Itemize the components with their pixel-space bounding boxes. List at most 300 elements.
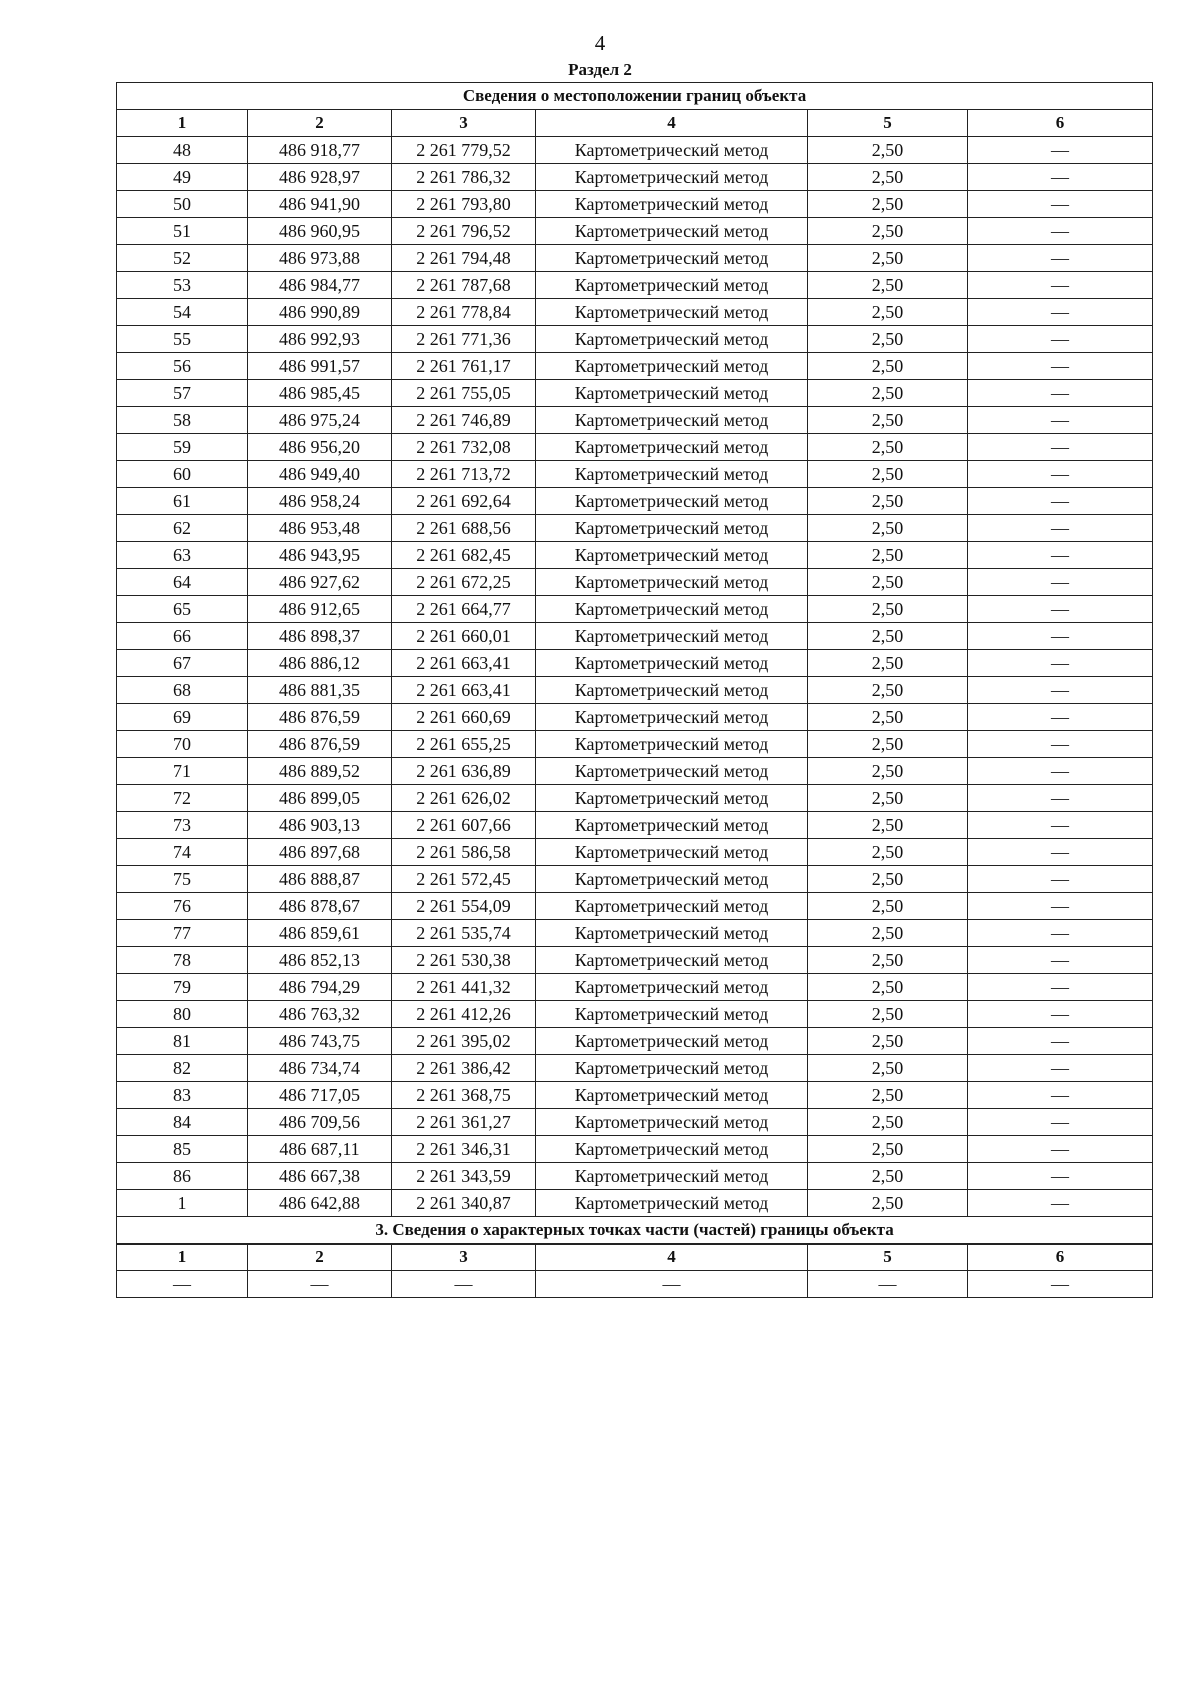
table-row (117, 299, 1153, 326)
table-cell: — (392, 1271, 536, 1298)
table-cell: 486 990,89 (248, 299, 392, 326)
table-cell: — (968, 407, 1153, 434)
table-cell: 2,50 (808, 488, 968, 515)
table-cell: 486 717,05 (248, 1082, 392, 1109)
table-cell: Картометрический метод (536, 785, 808, 812)
table-cell: 2,50 (808, 353, 968, 380)
table-cell: — (968, 191, 1153, 218)
table-cell: — (968, 1163, 1153, 1190)
table-cell: 2,50 (808, 1163, 968, 1190)
table-row (117, 677, 1153, 704)
table-row (117, 785, 1153, 812)
table-row (117, 164, 1153, 191)
table-cell: Картометрический метод (536, 893, 808, 920)
table-cell: 68 (117, 677, 248, 704)
table-cell: Картометрический метод (536, 218, 808, 245)
table-cell: Картометрический метод (536, 272, 808, 299)
table-cell: 2,50 (808, 137, 968, 164)
table-cell: Картометрический метод (536, 488, 808, 515)
table-cell: 60 (117, 461, 248, 488)
table-row (117, 1001, 1153, 1028)
table-row (117, 650, 1153, 677)
boundary-table-body (117, 83, 1153, 1298)
table1-header-row (117, 110, 1153, 137)
table-cell: 2 261 692,64 (392, 488, 536, 515)
table-cell: 2,50 (808, 1001, 968, 1028)
table-cell: — (968, 947, 1153, 974)
table-cell: 2,50 (808, 1055, 968, 1082)
table-cell: 1 (117, 1190, 248, 1217)
table-cell: — (968, 704, 1153, 731)
table-cell: 2,50 (808, 407, 968, 434)
table-cell: 56 (117, 353, 248, 380)
table-cell: 84 (117, 1109, 248, 1136)
table2-title-row (117, 1217, 1153, 1244)
table-cell: 2 261 755,05 (392, 380, 536, 407)
table-row (117, 515, 1153, 542)
table-cell: 2,50 (808, 1136, 968, 1163)
table-cell: 486 912,65 (248, 596, 392, 623)
table-cell: — (536, 1271, 808, 1298)
boundary-table (116, 82, 1153, 1298)
column-header: 6 (968, 1244, 1153, 1271)
column-header: 2 (248, 110, 392, 137)
table-cell: 61 (117, 488, 248, 515)
table-cell: — (968, 1271, 1153, 1298)
column-header: 3 (392, 110, 536, 137)
column-header: 4 (536, 110, 808, 137)
table-cell: — (968, 1082, 1153, 1109)
table-cell: — (968, 380, 1153, 407)
table-cell: 486 985,45 (248, 380, 392, 407)
table-cell: 2 261 713,72 (392, 461, 536, 488)
table-cell: 2 261 779,52 (392, 137, 536, 164)
table-cell: Картометрический метод (536, 407, 808, 434)
table-row (117, 434, 1153, 461)
table-row (117, 1136, 1153, 1163)
table-row (117, 812, 1153, 839)
column-header: 5 (808, 110, 968, 137)
table-cell: Картометрический метод (536, 1028, 808, 1055)
table-cell: 486 949,40 (248, 461, 392, 488)
table-cell: 2 261 368,75 (392, 1082, 536, 1109)
table-cell: 486 709,56 (248, 1109, 392, 1136)
table-cell: 2 261 771,36 (392, 326, 536, 353)
table-cell: 2 261 778,84 (392, 299, 536, 326)
table-row (117, 947, 1153, 974)
table-cell: 486 973,88 (248, 245, 392, 272)
table-cell: — (968, 569, 1153, 596)
table-cell: 2 261 794,48 (392, 245, 536, 272)
table-cell: Картометрический метод (536, 812, 808, 839)
table-cell: 486 991,57 (248, 353, 392, 380)
table-cell: 2,50 (808, 461, 968, 488)
table-cell: Картометрический метод (536, 1136, 808, 1163)
table-cell: 486 903,13 (248, 812, 392, 839)
table-cell: 2,50 (808, 326, 968, 353)
table-cell: — (968, 1028, 1153, 1055)
table-cell: 2 261 636,89 (392, 758, 536, 785)
table-cell: Картометрический метод (536, 191, 808, 218)
table-cell: 55 (117, 326, 248, 353)
table-cell: 2 261 412,26 (392, 1001, 536, 1028)
table-row (117, 326, 1153, 353)
table-cell: 486 956,20 (248, 434, 392, 461)
table-cell: — (968, 434, 1153, 461)
table-cell: 2,50 (808, 866, 968, 893)
table-cell: 2,50 (808, 704, 968, 731)
table-cell: 50 (117, 191, 248, 218)
table-cell: — (968, 1001, 1153, 1028)
table-cell: 486 898,37 (248, 623, 392, 650)
table-cell: 2 261 663,41 (392, 677, 536, 704)
table-cell: 2,50 (808, 569, 968, 596)
table-cell: 486 943,95 (248, 542, 392, 569)
table-cell: 486 852,13 (248, 947, 392, 974)
table-cell: Картометрический метод (536, 461, 808, 488)
table-row (117, 191, 1153, 218)
table-cell: 2 261 343,59 (392, 1163, 536, 1190)
column-header: 2 (248, 1244, 392, 1271)
table-cell: 486 958,24 (248, 488, 392, 515)
table-cell: — (968, 1190, 1153, 1217)
table-cell: 75 (117, 866, 248, 893)
table-row (117, 1028, 1153, 1055)
table-cell: — (968, 974, 1153, 1001)
table-cell: — (968, 245, 1153, 272)
table-row (117, 245, 1153, 272)
table-cell: — (968, 677, 1153, 704)
table-cell: — (968, 488, 1153, 515)
table-cell: 2,50 (808, 785, 968, 812)
table-cell: — (968, 1109, 1153, 1136)
table-row (117, 353, 1153, 380)
table-cell: 2 261 554,09 (392, 893, 536, 920)
table-cell: 2,50 (808, 164, 968, 191)
table-cell: 486 928,97 (248, 164, 392, 191)
table-cell: Картометрический метод (536, 704, 808, 731)
table-cell: — (968, 866, 1153, 893)
table-cell: 2 261 626,02 (392, 785, 536, 812)
table-cell: 486 897,68 (248, 839, 392, 866)
table-cell: — (248, 1271, 392, 1298)
table-cell: 486 953,48 (248, 515, 392, 542)
table-cell: 2 261 746,89 (392, 407, 536, 434)
table-cell: — (968, 272, 1153, 299)
table-cell: 86 (117, 1163, 248, 1190)
table-cell: 2 261 682,45 (392, 542, 536, 569)
table-cell: 486 975,24 (248, 407, 392, 434)
table-cell: 64 (117, 569, 248, 596)
table-cell: 486 886,12 (248, 650, 392, 677)
table-row (117, 839, 1153, 866)
table-row (117, 596, 1153, 623)
table-cell: 2,50 (808, 515, 968, 542)
table-cell: 2 261 786,32 (392, 164, 536, 191)
table-cell: 2 261 655,25 (392, 731, 536, 758)
table-row (117, 380, 1153, 407)
table-cell: 78 (117, 947, 248, 974)
table-cell: Картометрический метод (536, 947, 808, 974)
table-row (117, 407, 1153, 434)
table-cell: 2,50 (808, 596, 968, 623)
table-cell: 2 261 535,74 (392, 920, 536, 947)
table-cell: — (968, 461, 1153, 488)
table-cell: 2,50 (808, 542, 968, 569)
table-cell: — (968, 839, 1153, 866)
table-cell: 486 763,32 (248, 1001, 392, 1028)
table-cell: 54 (117, 299, 248, 326)
table2-title: 3. Сведения о характерных точках части (частей) границы объекта (117, 1217, 1153, 1244)
table-cell: Картометрический метод (536, 1163, 808, 1190)
table-cell: 2 261 530,38 (392, 947, 536, 974)
table-cell: 85 (117, 1136, 248, 1163)
table-cell: Картометрический метод (536, 569, 808, 596)
table-cell: Картометрический метод (536, 515, 808, 542)
table-cell: 2 261 660,01 (392, 623, 536, 650)
table-cell: 81 (117, 1028, 248, 1055)
table-cell: 48 (117, 137, 248, 164)
table-cell: Картометрический метод (536, 326, 808, 353)
table-cell: — (117, 1271, 248, 1298)
table-cell: — (968, 326, 1153, 353)
table-cell: 2,50 (808, 272, 968, 299)
table-cell: 486 794,29 (248, 974, 392, 1001)
table-cell: 2 261 664,77 (392, 596, 536, 623)
table-cell: 83 (117, 1082, 248, 1109)
table-cell: 2,50 (808, 380, 968, 407)
table-cell: Картометрический метод (536, 866, 808, 893)
table-row (117, 137, 1153, 164)
table-cell: 486 889,52 (248, 758, 392, 785)
table-cell: 2,50 (808, 1082, 968, 1109)
table-row (117, 623, 1153, 650)
table1-title: Сведения о местоположении границ объекта (117, 83, 1153, 110)
table-cell: Картометрический метод (536, 380, 808, 407)
table-cell: 2 261 395,02 (392, 1028, 536, 1055)
table-cell: 486 960,95 (248, 218, 392, 245)
table-cell: 2 261 660,69 (392, 704, 536, 731)
table-cell: 2 261 361,27 (392, 1109, 536, 1136)
table-cell: — (968, 1136, 1153, 1163)
table-cell: 62 (117, 515, 248, 542)
table-cell: 66 (117, 623, 248, 650)
table-cell: — (968, 758, 1153, 785)
table-cell: Картометрический метод (536, 1055, 808, 1082)
table-cell: Картометрический метод (536, 1190, 808, 1217)
table-cell: 2 261 672,25 (392, 569, 536, 596)
table-row (117, 758, 1153, 785)
column-header: 3 (392, 1244, 536, 1271)
table-cell: 82 (117, 1055, 248, 1082)
column-header: 6 (968, 110, 1153, 137)
section-label: Раздел 2 (568, 60, 632, 79)
table-cell: Картометрический метод (536, 920, 808, 947)
table-row (117, 893, 1153, 920)
table-cell: — (968, 218, 1153, 245)
table-cell: — (968, 542, 1153, 569)
table-cell: 70 (117, 731, 248, 758)
table-cell: Картометрический метод (536, 1109, 808, 1136)
table-cell: 486 642,88 (248, 1190, 392, 1217)
table-cell: 2,50 (808, 893, 968, 920)
table2-header-row (117, 1244, 1153, 1271)
table-cell: 2 261 386,42 (392, 1055, 536, 1082)
table-cell: 486 859,61 (248, 920, 392, 947)
table-row (117, 920, 1153, 947)
column-header: 5 (808, 1244, 968, 1271)
table-cell: 2 261 572,45 (392, 866, 536, 893)
table-cell: — (808, 1271, 968, 1298)
table-cell: — (968, 812, 1153, 839)
table-cell: 2 261 346,31 (392, 1136, 536, 1163)
table-cell: 59 (117, 434, 248, 461)
table-cell: Картометрический метод (536, 650, 808, 677)
table-cell: Картометрический метод (536, 731, 808, 758)
table-cell: 486 876,59 (248, 704, 392, 731)
table-cell: 2,50 (808, 677, 968, 704)
table-row (117, 974, 1153, 1001)
table-cell: 2 261 663,41 (392, 650, 536, 677)
table-cell: 2,50 (808, 758, 968, 785)
table-cell: 486 876,59 (248, 731, 392, 758)
table-cell: 2,50 (808, 1109, 968, 1136)
table-cell: — (968, 623, 1153, 650)
table-cell: — (968, 137, 1153, 164)
table-cell: 67 (117, 650, 248, 677)
table-cell: Картометрический метод (536, 677, 808, 704)
table-row (117, 461, 1153, 488)
table-cell: 486 918,77 (248, 137, 392, 164)
table-cell: — (968, 353, 1153, 380)
table-cell: Картометрический метод (536, 353, 808, 380)
table-cell: 2,50 (808, 974, 968, 1001)
table-cell: 486 992,93 (248, 326, 392, 353)
table-cell: 2 261 761,17 (392, 353, 536, 380)
table-cell: — (968, 893, 1153, 920)
table-row (117, 1163, 1153, 1190)
table-row (117, 731, 1153, 758)
table-cell: Картометрический метод (536, 596, 808, 623)
table-row (117, 1190, 1153, 1217)
table-cell: 486 667,38 (248, 1163, 392, 1190)
table-cell: 74 (117, 839, 248, 866)
table-cell: — (968, 596, 1153, 623)
table-cell: 2 261 607,66 (392, 812, 536, 839)
table-cell: 2,50 (808, 245, 968, 272)
table-cell: 486 927,62 (248, 569, 392, 596)
table-cell: 76 (117, 893, 248, 920)
table-cell: 80 (117, 1001, 248, 1028)
table-cell: 2,50 (808, 812, 968, 839)
table-cell: 57 (117, 380, 248, 407)
table-cell: 2,50 (808, 218, 968, 245)
table-cell: 2,50 (808, 434, 968, 461)
table-cell: 69 (117, 704, 248, 731)
table-cell: — (968, 731, 1153, 758)
table-cell: Картометрический метод (536, 974, 808, 1001)
table-cell: — (968, 299, 1153, 326)
table-cell: 2 261 796,52 (392, 218, 536, 245)
table-cell: 2,50 (808, 299, 968, 326)
table-cell: 486 941,90 (248, 191, 392, 218)
table-cell: Картометрический метод (536, 164, 808, 191)
table-cell: 2,50 (808, 1028, 968, 1055)
table-row (117, 866, 1153, 893)
table-cell: 2,50 (808, 920, 968, 947)
table-cell: Картометрический метод (536, 1082, 808, 1109)
table-cell: — (968, 164, 1153, 191)
table-cell: 52 (117, 245, 248, 272)
table-row (117, 272, 1153, 299)
table-cell: — (968, 1055, 1153, 1082)
table-cell: 486 878,67 (248, 893, 392, 920)
table-cell: Картометрический метод (536, 758, 808, 785)
table-cell: 72 (117, 785, 248, 812)
table-cell: — (968, 515, 1153, 542)
table-cell: Картометрический метод (536, 299, 808, 326)
table-row (117, 1055, 1153, 1082)
table-cell: 486 899,05 (248, 785, 392, 812)
table-cell: 73 (117, 812, 248, 839)
table-cell: 2 261 732,08 (392, 434, 536, 461)
table-cell: 2 261 586,58 (392, 839, 536, 866)
table-cell: Картометрический метод (536, 542, 808, 569)
column-header: 1 (117, 110, 248, 137)
table-cell: 2,50 (808, 191, 968, 218)
table-cell: Картометрический метод (536, 839, 808, 866)
table-row (117, 1109, 1153, 1136)
table-cell: 2 261 688,56 (392, 515, 536, 542)
table-cell: 71 (117, 758, 248, 785)
table-cell: Картометрический метод (536, 1001, 808, 1028)
table-cell: 51 (117, 218, 248, 245)
table-cell: 486 888,87 (248, 866, 392, 893)
table-cell: 486 734,74 (248, 1055, 392, 1082)
table-cell: 2 261 441,32 (392, 974, 536, 1001)
table-row (117, 569, 1153, 596)
table-cell: 49 (117, 164, 248, 191)
table-cell: — (968, 650, 1153, 677)
table-cell: 65 (117, 596, 248, 623)
table-cell: 486 743,75 (248, 1028, 392, 1055)
table-row (117, 542, 1153, 569)
table-cell: 2,50 (808, 1190, 968, 1217)
table-cell: 2 261 787,68 (392, 272, 536, 299)
table-cell: 2,50 (808, 839, 968, 866)
page-number: 4 (594, 31, 606, 55)
table-cell: 486 687,11 (248, 1136, 392, 1163)
table-cell: — (968, 920, 1153, 947)
table-cell: 77 (117, 920, 248, 947)
table-cell: 2,50 (808, 650, 968, 677)
table-cell: 2,50 (808, 731, 968, 758)
table-cell: Картометрический метод (536, 434, 808, 461)
table-cell: 486 881,35 (248, 677, 392, 704)
table-cell: 2 261 340,87 (392, 1190, 536, 1217)
table-row (117, 1271, 1153, 1298)
table-cell: Картометрический метод (536, 623, 808, 650)
table-cell: 2,50 (808, 947, 968, 974)
table-cell: Картометрический метод (536, 245, 808, 272)
table-row (117, 488, 1153, 515)
table-cell: 2 261 793,80 (392, 191, 536, 218)
table-cell: 63 (117, 542, 248, 569)
table-cell: Картометрический метод (536, 137, 808, 164)
table-row (117, 1082, 1153, 1109)
column-header: 1 (117, 1244, 248, 1271)
table-cell: 2,50 (808, 623, 968, 650)
